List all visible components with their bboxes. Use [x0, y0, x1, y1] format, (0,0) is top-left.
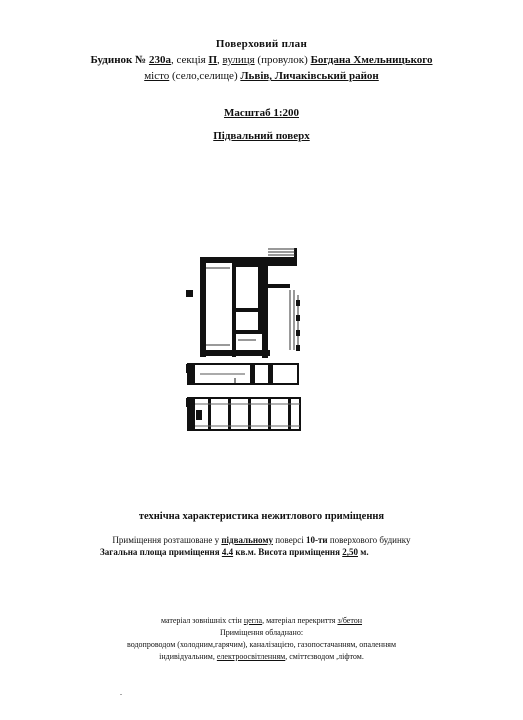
height-unit: м.: [357, 547, 369, 557]
footer-mark: .: [120, 688, 122, 697]
location-floor: підвальному: [221, 535, 273, 545]
walls-label: матеріал зовнішніх стін: [160, 616, 244, 625]
location-suffix: поверхового будинку: [327, 535, 411, 545]
location-mid: поверсі: [272, 535, 306, 545]
section-title: технічна характеристика нежитлового приміщення: [138, 511, 385, 522]
floor-label: Підвальний поверх: [213, 130, 310, 142]
city-type: місто: [144, 70, 170, 82]
street-name: Богдана Хмельницького: [310, 54, 433, 66]
street-alt: (провулок): [254, 54, 311, 66]
materials-line-1: [0, 616, 523, 626]
materials-line-4: [0, 652, 523, 662]
heating-individual: індивідуальним,: [159, 652, 217, 661]
city-name: Львів, Личаківський район: [240, 70, 379, 82]
other-utilities: , сміттєзводом ,ліфтом.: [285, 652, 364, 661]
section-number: П: [208, 54, 217, 66]
walls-value: цегла: [243, 616, 263, 625]
area-value: 4.4: [221, 547, 234, 557]
city-alt: (село,селище): [169, 70, 241, 82]
scale-label: Масштаб 1:200: [223, 107, 299, 119]
area-unit: кв.м. Висота приміщення: [233, 547, 343, 557]
location-storeys: 10-ти: [306, 535, 328, 545]
plan-lower-rooms: [188, 398, 300, 430]
street-separator: ,: [217, 54, 223, 66]
height-value: 2,50: [342, 547, 358, 557]
house-number: 230а: [148, 54, 171, 66]
plan-title: Поверховий план: [215, 38, 308, 50]
materials-equipped: Приміщення обладнано:: [219, 628, 304, 637]
area-label: Загальна площа приміщення: [100, 547, 222, 557]
section-label: , секція: [170, 54, 209, 66]
area-line: [100, 547, 500, 558]
street-type: вулиця: [222, 54, 255, 66]
electric-lighting: електроосвітленням: [216, 652, 286, 661]
house-label: Будинок №: [90, 54, 149, 66]
ceiling-label: , матеріал перекриття: [262, 616, 338, 625]
location-line: [0, 535, 523, 546]
materials-line-3: водопроводом (холодним,гарячим), каналізацією, газопостачанням, опаленням: [126, 640, 397, 649]
location-prefix: Приміщення розташоване у: [112, 535, 222, 545]
ceiling-value: з/бетон: [337, 616, 363, 625]
plan-corridor: [188, 364, 298, 384]
